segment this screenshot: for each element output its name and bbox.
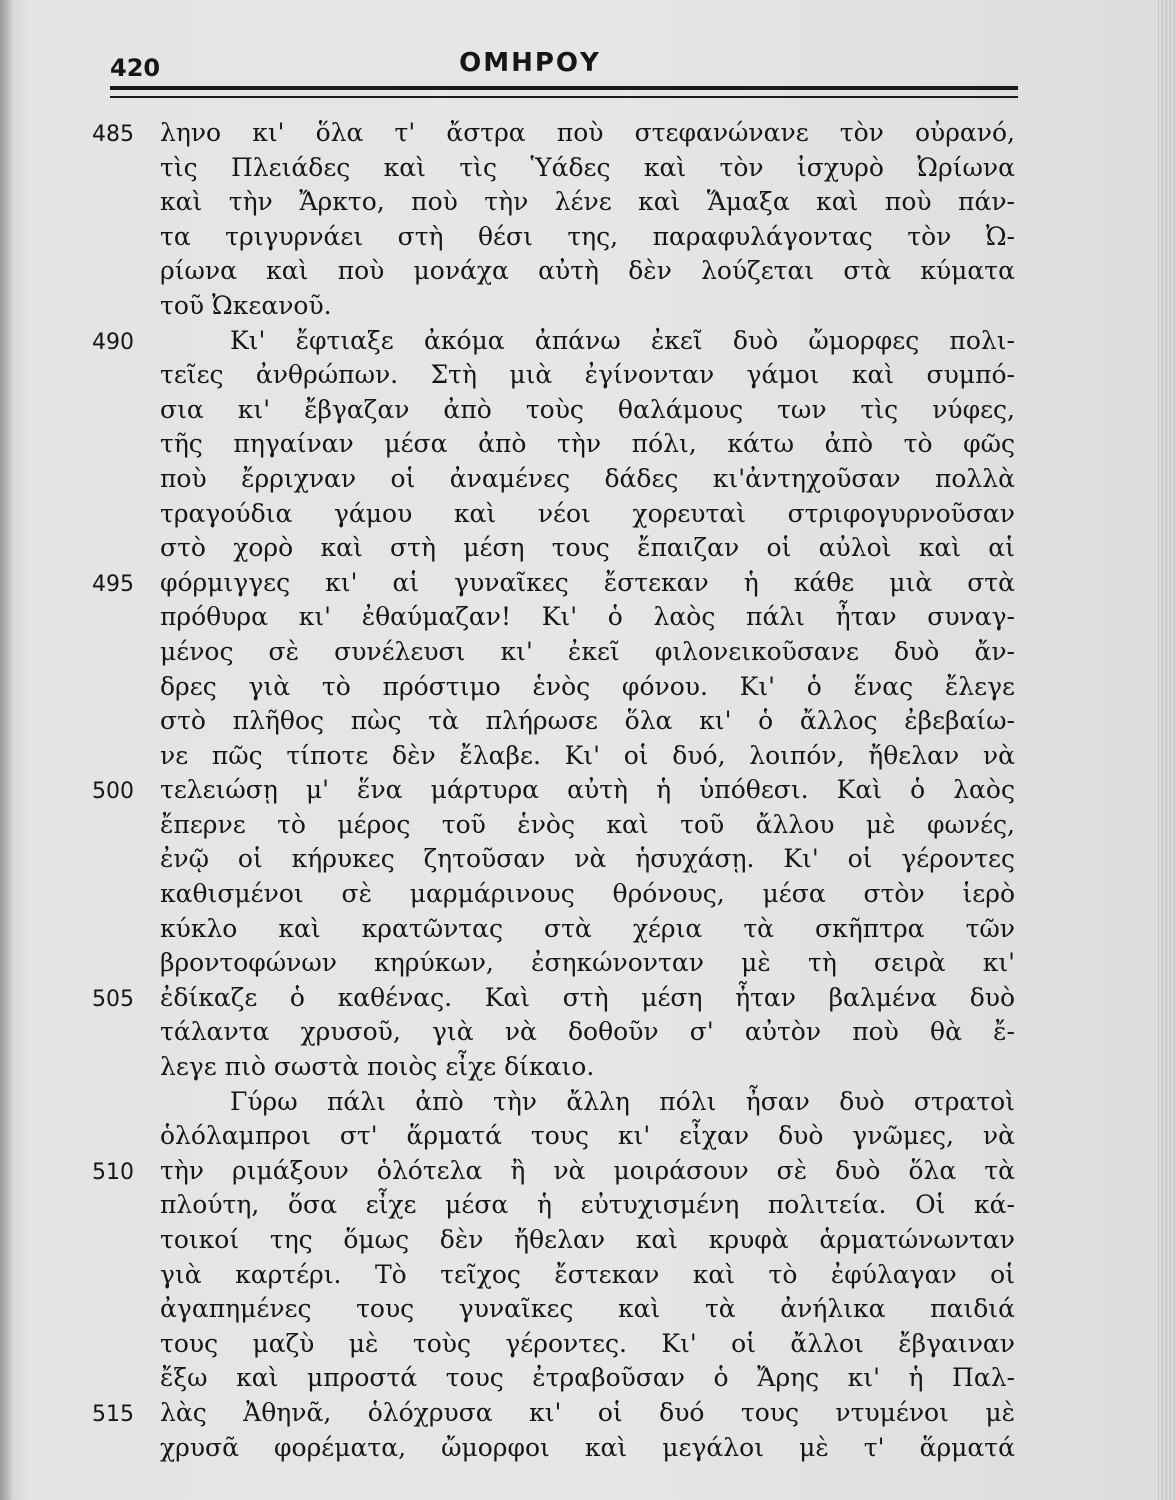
text-line (0, 912, 1176, 947)
line-text: ἀγαπημένες τους γυναῖκες καὶ τὰ ἀνήλικα παιδιά (160, 1294, 1015, 1324)
text-line (0, 324, 1176, 359)
line-text: λὰς Ἀθηνᾶ, ὁλόχρυσα κι' οἱ δυό τους ντυμένοι μὲ (160, 1397, 1015, 1427)
line-text: πρόθυρα κι' ἐθαύμαζαν! Κι' ὁ λαὸς πάλι ἦταν συναγ- (160, 602, 1015, 632)
line-text: νε πῶς τίποτε δὲν ἔλαβε. Κι' οἱ δυό, λοιπόν, ἤθελαν νὰ (160, 740, 1015, 770)
line-number: 505 (92, 986, 134, 1012)
line-text: ρίωνα καὶ ποὺ μονάχα αὐτὴ δὲν λούζεται στὰ κύματα (160, 256, 1015, 286)
line-text: στὸ χορὸ καὶ στὴ μέση τους ἔπαιζαν οἱ αὐλοὶ καὶ αἱ (160, 533, 1015, 563)
text-line (0, 1119, 1176, 1154)
line-text: κύκλο καὶ κρατῶντας στὰ χέρια τὰ σκῆπτρα τῶν (160, 913, 1015, 943)
line-number: 495 (92, 571, 134, 597)
text-line (0, 1327, 1176, 1362)
text-line (0, 1396, 1176, 1431)
text-line (0, 670, 1176, 705)
line-text: βροντοφώνων κηρύκων, ἐσηκώνονταν μὲ τὴ σειρὰ κι' (160, 948, 1015, 978)
line-text: τοῦ Ὠκεανοῦ. (160, 290, 332, 320)
line-text: πλούτη, ὅσα εἶχε μέσα ἡ εὐτυχισμένη πολιτεία. Οἱ κά- (160, 1190, 1015, 1220)
text-line (0, 946, 1176, 981)
line-text: καὶ τὴν Ἄρκτο, ποὺ τὴν λένε καὶ Ἅμαξα καὶ ποὺ πάν- (160, 187, 1015, 217)
text-line (0, 1050, 1176, 1085)
line-text: λεγε πιὸ σωστὰ ποιὸς εἶχε δίκαιο. (160, 1052, 595, 1082)
text-line (0, 393, 1176, 428)
text-line (0, 1223, 1176, 1258)
text-line (0, 116, 1176, 151)
line-number: 510 (92, 1159, 134, 1185)
line-text: δρες γιὰ τὸ πρόστιμο ἑνὸς φόνου. Κι' ὁ ἕνας ἔλεγε (160, 671, 1015, 701)
line-text: στὸ πλῆθος πὼς τὰ πλήρωσε ὅλα κι' ὁ ἄλλος ἐβεβαίω- (160, 706, 1015, 736)
text-line (0, 151, 1176, 186)
line-text: τους μαζὺ μὲ τοὺς γέροντες. Κι' οἱ ἄλλοι ἔβγαιναν (160, 1328, 1015, 1358)
text-line (0, 1085, 1176, 1120)
line-text: ληνο κι' ὅλα τ' ἄστρα ποὺ στεφανώνανε τὸν οὐρανό, (160, 118, 1015, 147)
text-line (0, 1258, 1176, 1293)
line-text: ποὺ ἔρριχναν οἱ ἀναμένες δάδες κι'ἀντηχοῦσαν πολλὰ (160, 463, 1015, 493)
text-line (0, 1431, 1176, 1466)
line-text: ἐδίκαζε ὁ καθένας. Καὶ στὴ μέση ἦταν βαλμένα δυὸ (160, 982, 1015, 1012)
running-title: ΟΜΗΡΟΥ (459, 48, 601, 78)
line-text: τάλαντα χρυσοῦ, γιὰ νὰ δοθοῦν σ' αὐτὸν ποὺ θὰ ἔ- (160, 1017, 1015, 1047)
line-text: γιὰ καρτέρι. Τὸ τεῖχος ἔστεκαν καὶ τὸ ἐφύλαγαν οἱ (160, 1259, 1015, 1289)
text-line (0, 739, 1176, 774)
line-text: ἔξω καὶ μπροστά τους ἐτραβοῦσαν ὁ Ἄρης κι' ἡ Παλ- (160, 1363, 1015, 1393)
text-line (0, 531, 1176, 566)
line-text: μένος σὲ συνέλευσι κι' ἐκεῖ φιλονεικοῦσανε δυὸ ἄν- (160, 636, 1015, 666)
line-text: τελειώσῃ μ' ἕνα μάρτυρα αὐτὴ ἡ ὑπόθεσι. Καὶ ὁ λαὸς (160, 775, 1015, 805)
line-text: Γύρω πάλι ἀπὸ τὴν ἄλλη πόλι ἦσαν δυὸ στρατοὶ (230, 1086, 1015, 1116)
line-text: Κι' ἔφτιαξε ἀκόμα ἀπάνω ἐκεῖ δυὸ ὤμορφες πολι- (230, 325, 1015, 355)
text-block (0, 116, 1176, 1465)
text-line (0, 635, 1176, 670)
line-text: τεῖες ἀνθρώπων. Στὴ μιὰ ἐγίνονταν γάμοι καὶ συμπό- (160, 360, 1015, 390)
text-line (0, 704, 1176, 739)
line-text: ἐνῷ οἱ κήρυκες ζητοῦσαν νὰ ἡσυχάσῃ. Κι' οἱ γέροντες (160, 844, 1015, 874)
text-line (0, 254, 1176, 289)
text-line (0, 566, 1176, 601)
text-line (0, 462, 1176, 497)
text-line (0, 185, 1176, 220)
text-line (0, 427, 1176, 462)
text-line (0, 981, 1176, 1016)
line-number: 490 (92, 329, 134, 355)
header-rule-thin (110, 96, 1018, 98)
text-line (0, 220, 1176, 255)
line-text: τραγούδια γάμου καὶ νέοι χορευταὶ στριφογυρνοῦσαν (160, 498, 1015, 528)
line-number: 485 (92, 122, 134, 147)
line-text: τῆς πηγαίναν μέσα ἀπὸ τὴν πόλι, κάτω ἀπὸ τὸ φῶς (160, 429, 1015, 459)
text-line (0, 877, 1176, 912)
text-line (0, 1154, 1176, 1189)
line-text: τὶς Πλειάδες καὶ τὶς Ὑάδες καὶ τὸν ἰσχυρὸ Ὠρίωνα (160, 152, 1015, 182)
text-line (0, 497, 1176, 532)
text-line (0, 808, 1176, 843)
header-rule-thick (110, 86, 1018, 90)
line-text: σια κι' ἔβγαζαν ἀπὸ τοὺς θαλάμους των τὶς νύφες, (160, 394, 1015, 424)
text-line (0, 773, 1176, 808)
line-text: ὁλόλαμπροι στ' ἅρματά τους κι' εἶχαν δυὸ γνῶμες, νὰ (160, 1121, 1015, 1151)
line-number: 500 (92, 779, 134, 805)
line-text: τοικοί της ὅμως δὲν ἤθελαν καὶ κρυφὰ ἁρματώνωνταν (160, 1225, 1015, 1254)
text-line (0, 1361, 1176, 1396)
text-line (0, 842, 1176, 877)
text-line (0, 600, 1176, 635)
line-text: τα τριγυρνάει στὴ θέσι της, παραφυλάγοντας τὸν Ὠ- (160, 221, 1015, 251)
text-line (0, 289, 1176, 324)
line-text: φόρμιγγες κι' αἱ γυναῖκες ἔστεκαν ἡ κάθε μιὰ στὰ (160, 567, 1015, 597)
line-text: τὴν ριμάξουν ὁλότελα ἢ νὰ μοιράσουν σὲ δυὸ ὅλα τὰ (160, 1155, 1015, 1185)
page-number: 420 (110, 54, 161, 82)
text-line (0, 1292, 1176, 1327)
text-line (0, 1188, 1176, 1223)
line-text: καθισμένοι σὲ μαρμάρινους θρόνους, μέσα στὸν ἱερὸ (160, 879, 1015, 909)
line-number: 515 (92, 1401, 134, 1427)
text-line (0, 1015, 1176, 1050)
text-line (0, 358, 1176, 393)
line-text: ἔπερνε τὸ μέρος τοῦ ἑνὸς καὶ τοῦ ἄλλου μὲ φωνές, (160, 809, 1015, 839)
line-text: χρυσᾶ φορέματα, ὤμορφοι καὶ μεγάλοι μὲ τ' ἅρματά (160, 1432, 1015, 1462)
